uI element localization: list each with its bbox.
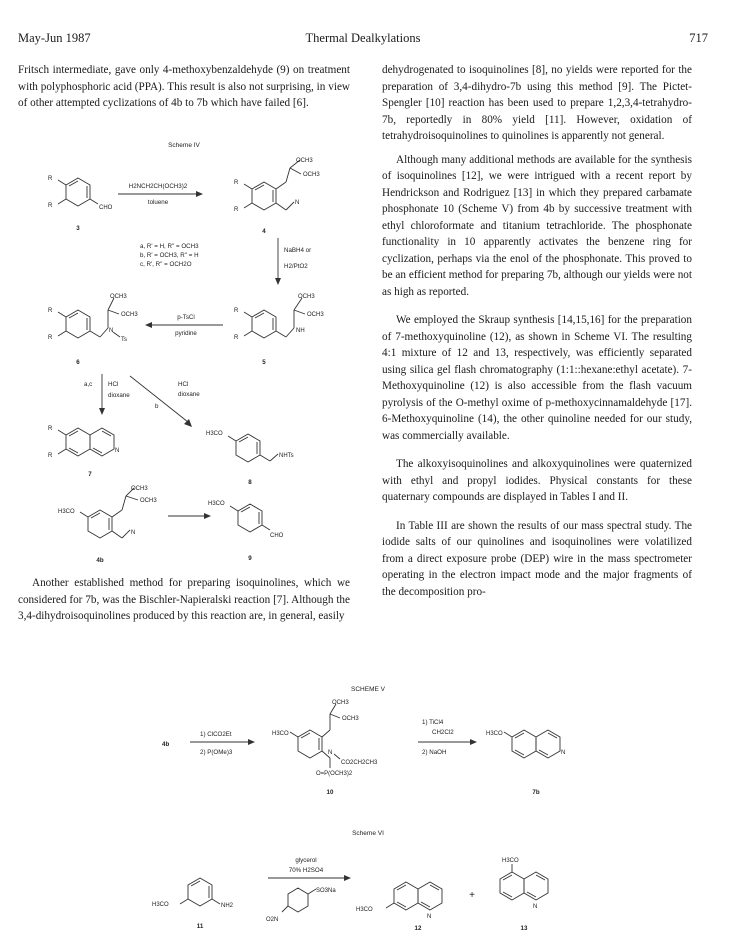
compound-6 (48, 294, 138, 366)
svg-text:O=P(OCH3)2: O=P(OCH3)2 (316, 771, 353, 777)
svg-text:4b: 4b (96, 557, 104, 564)
svg-text:NH2: NH2 (221, 903, 234, 909)
svg-text:NaBH4 or: NaBH4 or (284, 247, 312, 254)
svg-text:OCH3: OCH3 (131, 486, 148, 492)
svg-text:H3CO: H3CO (152, 902, 169, 908)
scheme-iv-title: Scheme IV (168, 142, 200, 149)
svg-text:SO3Na: SO3Na (316, 888, 336, 894)
paragraph: dehydrogenated to isoquinolines [8], no yields were reported for the preparation of 3,4-dihydro-7b using this method [9]. The Pictet-Spengler [10] reaction has been used to prepare 1,2,3,4-tetrahydro-7b, reportedly in 80% yield [11]. However, oxidation of tetrahydroisoquinolines to quinolines is apparently not general. (382, 64, 692, 142)
compound-9 (208, 501, 284, 562)
svg-text:a, R' = H, R'' = OCH3: a, R' = H, R'' = OCH3 (140, 243, 199, 250)
svg-text:N: N (561, 750, 566, 756)
running-title: Thermal Dealkylations (305, 31, 421, 45)
svg-text:OCH3: OCH3 (296, 158, 313, 164)
svg-text:5: 5 (262, 359, 266, 366)
svg-text:H2/PtO2: H2/PtO2 (284, 263, 308, 270)
compound-5 (234, 294, 324, 366)
compound-11 (152, 878, 234, 930)
svg-text:R: R (234, 180, 239, 186)
svg-text:2) P(OMe)3: 2) P(OMe)3 (200, 749, 233, 756)
svg-text:7b: 7b (532, 789, 540, 796)
compound-3 (48, 176, 113, 232)
svg-text:R: R (48, 453, 53, 459)
svg-text:10: 10 (326, 789, 334, 796)
svg-text:CHO: CHO (99, 205, 113, 211)
svg-text:NH: NH (296, 328, 305, 334)
paragraph: Although many additional methods are available for the synthesis of isoquinolines [12], we were intrigued with a recent report by Hendrickson and Rodriguez [13] in which they prepared carbamate phosphonate 10 (Scheme V) from 4b by successive treatment with ethyl chloroformate and titanium tetrachloride. The phosphonate functionality in 10 apparently activates the benzene ring for cyclization, perhaps via the enol of the phosphonate. This proved to be an efficient method for preparing 7b, although our yields were not as high as reported. (382, 153, 692, 298)
svg-text:OCH3: OCH3 (342, 716, 359, 722)
svg-text:70% H2SO4: 70% H2SO4 (288, 867, 324, 874)
svg-text:H3CO: H3CO (206, 431, 223, 437)
svg-text:OCH3: OCH3 (110, 294, 127, 300)
nitrobenzenesulfonate-reagent (266, 888, 336, 923)
svg-text:4b: 4b (162, 741, 170, 748)
svg-text:3: 3 (76, 225, 80, 232)
left-column-top-text (18, 62, 350, 112)
svg-text:N: N (533, 904, 538, 910)
svg-text:H3CO: H3CO (356, 907, 373, 913)
paragraph: Another established method for preparing isoquinolines, which we considered for 7b, was the Bischler-Napieralski reaction [7]. Although the 3,4-dihydroisoquinolines produced by this reaction are, in general, easily (18, 577, 350, 622)
svg-text:R: R (48, 176, 53, 182)
svg-text:a,c: a,c (84, 381, 93, 388)
svg-text:9: 9 (248, 555, 252, 562)
svg-text:CH2Cl2: CH2Cl2 (432, 729, 454, 736)
compound-13 (500, 858, 548, 932)
svg-text:N: N (295, 200, 300, 206)
svg-text:pyridine: pyridine (175, 330, 197, 337)
svg-text:OCH3: OCH3 (332, 700, 349, 706)
svg-text:CHO: CHO (270, 533, 284, 539)
svg-text:b: b (155, 403, 159, 410)
svg-text:H3CO: H3CO (58, 509, 75, 515)
scheme-vi-title: Scheme VI (352, 830, 384, 837)
svg-text:H3CO: H3CO (208, 501, 225, 507)
svg-text:OCH3: OCH3 (307, 312, 324, 318)
svg-text:O2N: O2N (266, 917, 279, 923)
scheme-v-title: SCHEME V (351, 686, 385, 693)
svg-text:c, R', R'' = OCH2O: c, R', R'' = OCH2O (140, 261, 192, 268)
svg-text:R: R (234, 207, 239, 213)
svg-text:6: 6 (76, 359, 80, 366)
paragraph: The alkoxyisoquinolines and alkoxyquinolines were quaternized with ethyl and propyl iodides. Physical constants for these quaternary compounds are displayed in Tables I and II. (382, 458, 692, 503)
svg-text:R: R (48, 426, 53, 432)
paragraph: We employed the Skraup synthesis [14,15,16] for the preparation of 7-methoxyquinoline (12), as shown in Scheme VI. The resulting 4:1 mixture of 12 and 13, respectively, was efficiently separated using silica gel flash chromatography (1:1::hexane:ethyl acetate). 7-Methoxyquinoline (12) is also accessible from the flash vacuum pyrolysis of the O-methyl oxime of p-methoxycinnamaldehyde [17]. 6-Methoxyquinoline (14), the other quinoline needed for our study, was commercially available. (382, 314, 692, 442)
svg-text:H3CO: H3CO (486, 731, 503, 737)
svg-text:H3CO: H3CO (502, 858, 519, 864)
svg-text:12: 12 (414, 925, 422, 932)
svg-text:glycerol: glycerol (295, 857, 317, 864)
scheme-vi (150, 826, 590, 934)
compound-7b (486, 730, 565, 796)
svg-text:dioxane: dioxane (178, 391, 200, 398)
svg-text:NHTs: NHTs (279, 453, 294, 459)
svg-text:b, R' = OCH3, R'' = H: b, R' = OCH3, R'' = H (140, 252, 199, 259)
svg-text:Ts: Ts (121, 337, 127, 343)
compound-10 (272, 700, 378, 796)
compound-4 (234, 158, 320, 235)
svg-text:R: R (48, 308, 53, 314)
paragraph: In Table III are shown the results of our mass spectral study. The iodide salts of our quinolines and isoquinolines were volatilized from a direct exposure probe (DEP) wire in the mass spectrometer operating in the electron impact mode and the major fragments of the decomposition pro- (382, 519, 692, 598)
svg-text:R: R (234, 335, 239, 341)
svg-text:11: 11 (196, 923, 204, 930)
svg-text:OCH3: OCH3 (140, 498, 157, 504)
svg-text:HCl: HCl (108, 381, 119, 388)
svg-text:H2NCH2CH(OCH3)2: H2NCH2CH(OCH3)2 (128, 183, 188, 190)
svg-text:4: 4 (262, 228, 266, 235)
svg-text:2) NaOH: 2) NaOH (422, 749, 447, 756)
svg-text:R: R (48, 203, 53, 209)
svg-text:N: N (115, 448, 120, 454)
compound-4b (58, 486, 157, 564)
scheme-v (150, 682, 590, 800)
svg-text:1) ClCO2Et: 1) ClCO2Et (200, 731, 232, 738)
svg-text:R: R (48, 335, 53, 341)
page-number: 717 (689, 31, 708, 45)
svg-text:R: R (234, 308, 239, 314)
svg-text:N: N (427, 914, 432, 920)
compound-12 (356, 882, 442, 932)
plus-sign: + (469, 890, 475, 901)
svg-text:OCH3: OCH3 (121, 312, 138, 318)
svg-text:N: N (328, 750, 333, 756)
page-header (18, 31, 708, 47)
right-column-text (382, 62, 692, 600)
paragraph: Fritsch intermediate, gave only 4-methoxybenzaldehyde (9) on treatment with polyphosphoric acid (PPA). This result is also not surprising, in view of other attempted cyclizations of 4b to 7b which have failed [6]. (18, 64, 350, 109)
svg-text:13: 13 (520, 925, 528, 932)
svg-text:dioxane: dioxane (108, 392, 130, 399)
svg-text:p-TsCl: p-TsCl (177, 314, 195, 321)
svg-text:OCH3: OCH3 (298, 294, 315, 300)
svg-text:OCH3: OCH3 (303, 172, 320, 178)
svg-text:N: N (131, 530, 136, 536)
svg-text:1) TiCl4: 1) TiCl4 (422, 719, 444, 726)
svg-text:N: N (109, 328, 114, 334)
svg-text:H3CO: H3CO (272, 731, 289, 737)
scheme-iv (18, 138, 350, 570)
svg-text:HCl: HCl (178, 381, 189, 388)
svg-text:8: 8 (248, 479, 252, 486)
left-column-bottom-text (18, 575, 350, 625)
svg-text:CO2CH2CH3: CO2CH2CH3 (341, 760, 378, 766)
compound-7 (48, 426, 119, 478)
svg-text:7: 7 (88, 471, 92, 478)
journal-date: May-Jun 1987 (18, 31, 91, 45)
svg-text:toluene: toluene (147, 199, 169, 206)
compound-8 (206, 431, 294, 486)
